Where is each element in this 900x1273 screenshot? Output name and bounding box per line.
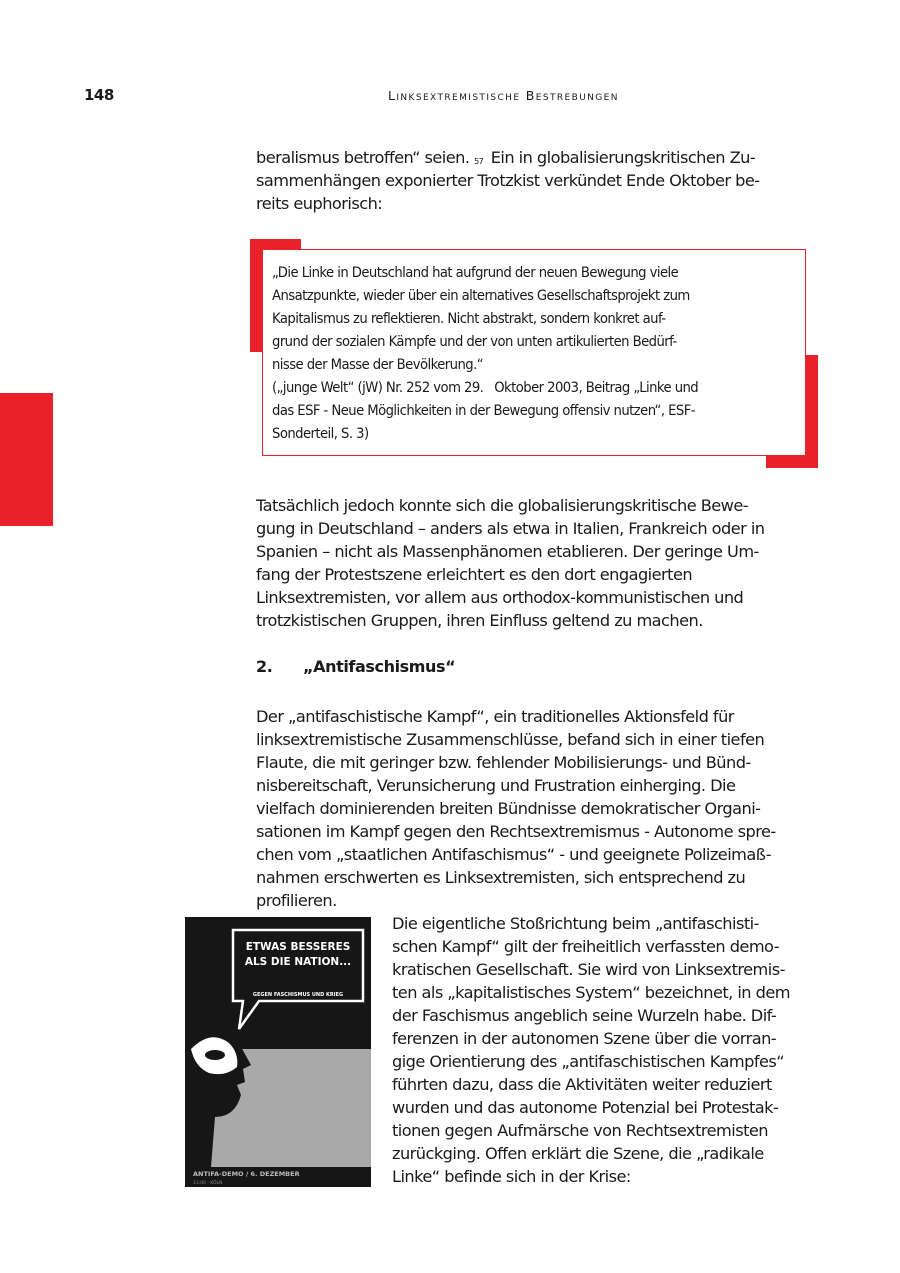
paragraph-globalization — [256, 494, 804, 632]
quote-source-line: Sonderteil, S. 3) — [272, 426, 369, 442]
text-line: Spanien – nicht als Massenphänomen etablieren. Der geringe Um- — [256, 542, 759, 561]
quote-source-line: das ESF - Neue Möglichkeiten in der Bewegung offensiv nutzen“, ESF- — [272, 403, 695, 419]
text-line: Tatsächlich jedoch konnte sich die globalisierungskritische Bewe- — [256, 496, 749, 515]
text-line: nahmen erschwerten es Linksextremisten, sich entsprechend zu — [256, 868, 746, 887]
text-line: gung in Deutschland – anders als etwa in Italien, Frankreich oder in — [256, 519, 765, 538]
text-line: Linke“ befinde sich in der Krise: — [392, 1167, 631, 1186]
quote-line: grund der sozialen Kämpfe und der von unten artikulierten Bedürf- — [272, 334, 677, 350]
running-head: Linksextremistische Bestrebungen — [388, 88, 619, 103]
poster-headline-2: ALS DIE NATION... — [244, 956, 352, 968]
text-fragment: beralismus betroffen“ seien. — [256, 148, 470, 167]
quote-line: Kapitalismus zu reflektieren. Nicht abstrakt, sondern konkret auf- — [272, 311, 666, 327]
text-line: kratischen Gesellschaft. Sie wird von Linksextremis- — [392, 960, 785, 979]
text-line: Der „antifaschistische Kampf“, ein traditionelles Aktionsfeld für — [256, 707, 734, 726]
antifa-poster-image — [185, 917, 371, 1187]
text-line — [256, 146, 804, 169]
poster-footer-2: 13:00 · KÖLN — [193, 1181, 223, 1186]
text-line: tionen gegen Aufmärsche von Rechtsextremisten — [392, 1121, 769, 1140]
page-number: 148 — [84, 86, 114, 104]
text-line: Flaute, die mit geringer bzw. fehlender Mobilisierungs- und Bünd- — [256, 753, 751, 772]
text-line: ten als „kapitalistisches System“ bezeichnet, in dem — [392, 983, 790, 1002]
footnote-ref: 57 — [474, 157, 484, 166]
text-fragment: Ein in globalisierungskritischen Zu- — [486, 148, 756, 167]
section-heading — [256, 657, 455, 676]
text-line: trotzkistischen Gruppen, ihren Einfluss geltend zu machen. — [256, 611, 703, 630]
paragraph-direction — [392, 912, 812, 1188]
text-line: gige Orientierung des „antifaschistischen Kampfes“ — [392, 1052, 785, 1071]
text-line: zurückging. Offen erklärt die Szene, die „radikale — [392, 1144, 764, 1163]
quote-source-line: („junge Welt“ (jW) Nr. 252 vom 29. Oktober 2003, Beitrag „Linke und — [272, 380, 699, 396]
text-line: vielfach dominierenden breiten Bündnisse demokratischer Organi- — [256, 799, 761, 818]
text-line: sammenhängen exponierter Trotzkist verkündet Ende Oktober be- — [256, 171, 760, 190]
quote-line: Ansatzpunkte, wieder über ein alternatives Gesellschaftsprojekt zum — [272, 288, 690, 304]
poster-subline: GEGEN FASCHISMUS UND KRIEG — [252, 992, 344, 998]
text-line: Linksextremisten, vor allem aus orthodox-kommunistischen und — [256, 588, 744, 607]
text-line: ferenzen in der autonomen Szene über die vorran- — [392, 1029, 777, 1048]
text-line: chen vom „staatlichen Antifaschismus“ - und geeignete Polizeimaß- — [256, 845, 771, 864]
section-title: „Antifaschismus“ — [303, 657, 456, 676]
text-line: linksextremistische Zusammenschlüsse, befand sich in einer tiefen — [256, 730, 765, 749]
paragraph-intro — [256, 146, 804, 215]
text-line: reits euphorisch: — [256, 194, 383, 213]
face-eye-slit — [205, 1050, 225, 1060]
poster-footer-1: ANTIFA-DEMO / 6. DEZEMBER — [193, 1170, 300, 1178]
text-line: Die eigentliche Stoßrichtung beim „antifaschisti- — [392, 914, 759, 933]
text-line: schen Kampf“ gilt der freiheitlich verfassten demo- — [392, 937, 780, 956]
quote-line: „Die Linke in Deutschland hat aufgrund der neuen Bewegung viele — [272, 265, 679, 281]
poster-graphic — [185, 917, 371, 1187]
text-line: fang der Protestszene erleichtert es den dort engagierten — [256, 565, 693, 584]
text-line: nisbereitschaft, Verunsicherung und Frustration einherging. Die — [256, 776, 736, 795]
text-line: führten dazu, dass die Aktivitäten weiter reduziert — [392, 1075, 772, 1094]
text-line: sationen im Kampf gegen den Rechtsextremismus - Autonome spre- — [256, 822, 776, 841]
text-line: wurden und das autonome Potenzial bei Protestak- — [392, 1098, 779, 1117]
side-tab-marker — [0, 393, 53, 526]
quote-text — [272, 262, 802, 446]
quote-box — [262, 249, 806, 456]
text-line: profilieren. — [256, 891, 337, 910]
text-line: der Faschismus angeblich seine Wurzeln habe. Dif- — [392, 1006, 777, 1025]
paragraph-antifascism — [256, 705, 804, 912]
quote-line: nisse der Masse der Bevölkerung.“ — [272, 357, 483, 373]
poster-headline-1: ETWAS BESSERES — [245, 941, 351, 953]
section-number: 2. — [256, 657, 273, 676]
